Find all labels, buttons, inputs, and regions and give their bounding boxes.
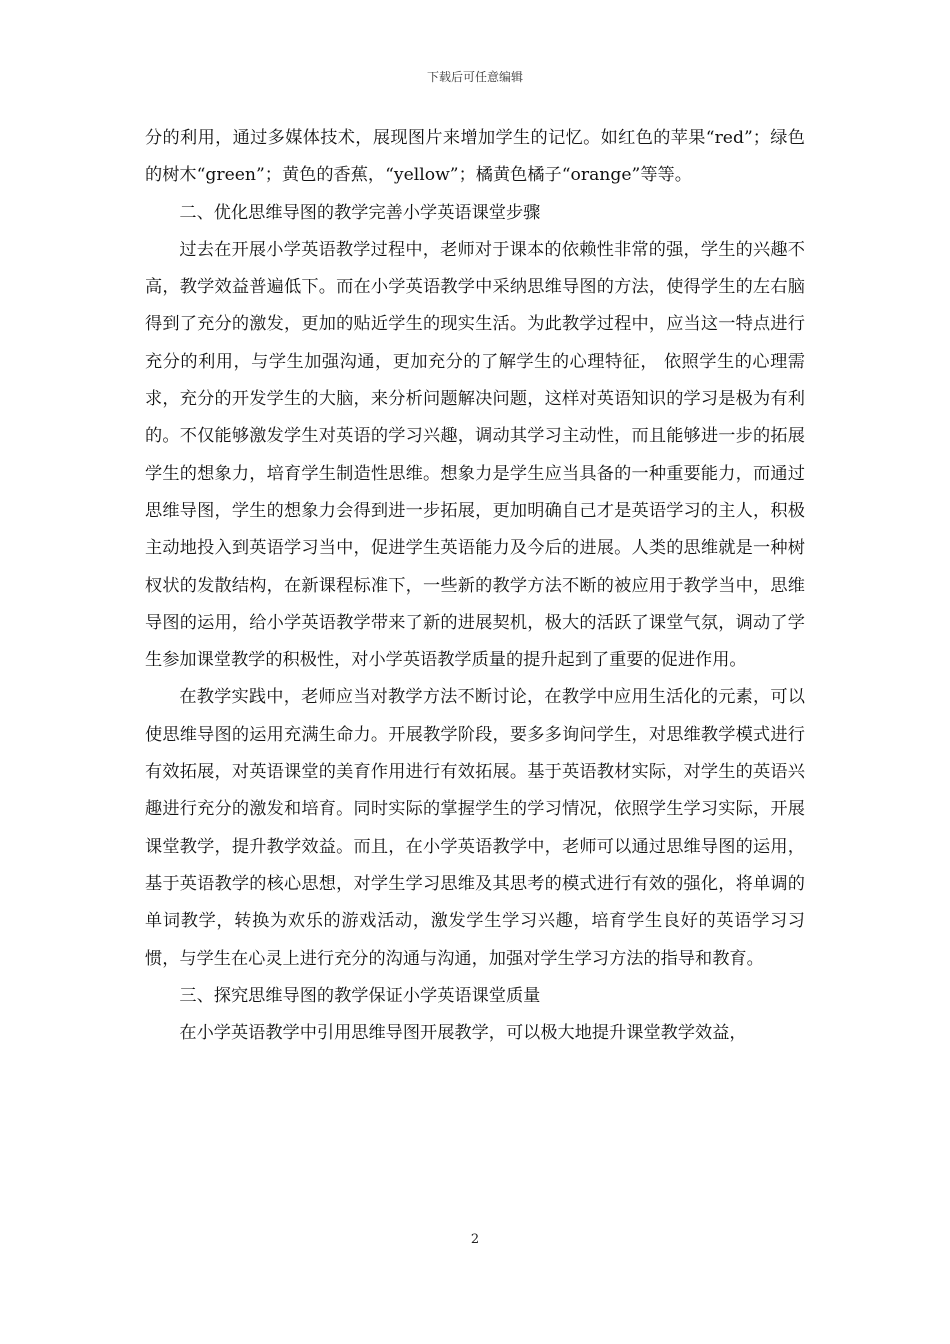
paragraph-2: 过去在开展小学英语教学过程中，老师对于课本的依赖性非常的强，学生的兴趣不高，教学效益普遍低下。而在小学英语教学中采纳思维导图的方法，使得学生的左右脑得到了充分的激发，更加的贴近学生的现实生活。为此教学过程中，应当这一特点进行充分的利用，与学生加强沟通，更加充分的了解学生的心理特征， 依照学生的心理需求，充分的开发学生的大脑，来分析问题解决问题，这样对英语知识的学习是极为有利的。不仅能够激发学生对英语的学习兴趣，调动其学习主动性，而且能够进一步的拓展学生的想象力，培育学生制造性思维。想象力是学生应当具备的一种重要能力，而通过思维导图，学生的想象力会得到进一步拓展，更加明确自己才是英语学习的主人，积极主动地投入到英语学习当中，促进学生英语能力及今后的进展。人类的思维就是一种树杈状的发散结构，在新课程标准下，一些新的教学方法不断的被应用于教学当中，思维导图的运用，给小学英语教学带来了新的进展契机，极大的活跃了课堂气氛，调动了学生参加课堂教学的积极性，对小学英语教学质量的提升起到了重要的促进作用。 xyxy=(145,239,805,671)
paragraph-continuation: 分的利用，通过多媒体技术，展现图片来增加学生的记忆。如红色的苹果“red”；绿色的树木“green”；黄色的香蕉，“yellow”；橘黄色橘子“orange”等等。 xyxy=(145,128,805,186)
section-heading-3: 三、探究思维导图的教学保证小学英语课堂质量 xyxy=(179,985,541,1006)
document-body xyxy=(145,120,805,1052)
section-heading-2: 二、优化思维导图的教学完善小学英语课堂步骤 xyxy=(179,202,541,223)
paragraph-3: 在教学实践中，老师应当对教学方法不断讨论，在教学中应用生活化的元素，可以使思维导图的运用充满生命力。开展教学阶段，要多多询问学生，对思维教学模式进行有效拓展，对英语课堂的美育作用进行有效拓展。基于英语教材实际，对学生的英语兴趣进行充分的激发和培育。同时实际的掌握学生的学习情况，依照学生学习实际，开展课堂教学，提升教学效益。而且，在小学英语教学中，老师可以通过思维导图的运用，基于英语教学的核心思想，对学生学习思维及其思考的模式进行有效的强化，将单调的单词教学，转换为欢乐的游戏活动，激发学生学习兴趣，培育学生良好的英语学习习惯，与学生在心灵上进行充分的沟通与沟通，加强对学生学习方法的指导和教育。 xyxy=(145,687,805,969)
header-note: 下载后可任意编辑 xyxy=(426,70,523,84)
paragraph-4: 在小学英语教学中引用思维导图开展教学，可以极大地提升课堂教学效益， xyxy=(179,1023,747,1044)
page-number: 2 xyxy=(470,1232,480,1247)
